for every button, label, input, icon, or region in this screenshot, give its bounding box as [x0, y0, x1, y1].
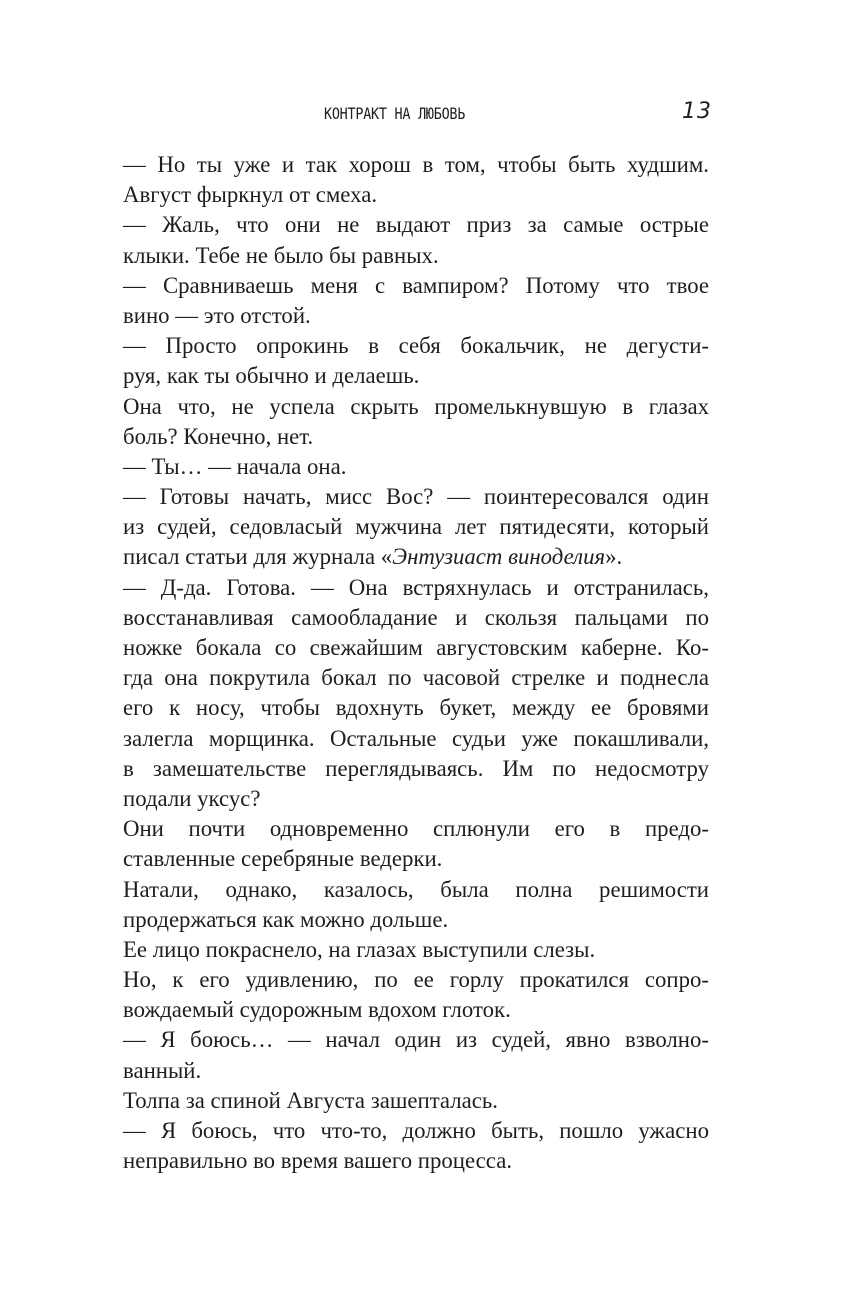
- text-line: Ее лицо покраснело, на глазах выступили слезы.: [123, 936, 596, 962]
- text-line: гда она покрутила бокал по часовой стрелке и поднесла: [123, 665, 709, 691]
- text-line: в замешательстве переглядываясь. Им по недосмотру: [123, 755, 709, 781]
- text-line: ставленные серебряные ведерки.: [123, 846, 443, 872]
- text-line: Они почти одновременно сплюнули его в предо-: [123, 816, 709, 842]
- text-line: вино — это отстой.: [123, 302, 311, 328]
- text-line: руя, как ты обычно и делаешь.: [123, 363, 420, 389]
- text-line: вождаемый судорожным вдохом глоток.: [123, 997, 511, 1023]
- text-line: Она что, не успела скрыть промелькнувшую в глазах: [123, 393, 709, 419]
- running-head: [0, 99, 844, 132]
- running-title: КОНТРАКТ НА ЛЮБОВЬ: [324, 104, 466, 123]
- text-line: из судей, седовласый мужчина лет пятидесяти, который: [123, 514, 709, 540]
- text-line: подали уксус?: [123, 785, 261, 811]
- text-line: ножке бокала со свежайшим августовским каберне. Ко-: [123, 635, 709, 660]
- text-line: залегла морщинка. Остальные судьи уже покашливали,: [123, 725, 709, 751]
- text-line: Натали, однако, казалось, была полна решимости: [123, 876, 709, 902]
- text-line: — Сравниваешь меня с вампиром? Потому что твое: [123, 272, 709, 298]
- text-fragment: ».: [605, 544, 623, 570]
- text-fragment: писал статьи для журнала «: [123, 544, 393, 570]
- magazine-title: Энтузиаст виноделия: [392, 544, 606, 570]
- text-line: восстанавливая самообладание и скользя пальцами по: [123, 604, 709, 630]
- text-line: боль? Конечно, нет.: [123, 423, 314, 449]
- text-line: Но, к его удивлению, по ее горлу прокатился сопро-: [123, 967, 709, 993]
- page-number: 13: [682, 99, 712, 124]
- text-line: — Просто опрокинь в себя бокальчик, не дегусти-: [123, 333, 709, 359]
- text-line: продержаться как можно дольше.: [123, 906, 449, 932]
- text-line: Толпа за спиной Августа зашепталась.: [123, 1087, 498, 1113]
- text-line: ванный.: [123, 1057, 202, 1083]
- text-line: Август фыркнул от смеха.: [123, 182, 378, 208]
- text-line: — Я боюсь, что что-то, должно быть, пошло ужасно: [123, 1118, 709, 1143]
- text-line: — Готовы начать, мисс Вос? — поинтересовался один: [123, 484, 709, 510]
- text-line: — Я боюсь… — начал один из судей, явно взволно-: [123, 1027, 709, 1053]
- body-text: [123, 150, 709, 1176]
- text-line: — Жаль, что они не выдают приз за самые острые: [123, 212, 709, 238]
- text-line: [123, 542, 709, 572]
- text-line: его к носу, чтобы вдохнуть букет, между ее бровями: [123, 695, 709, 721]
- text-line: клыки. Тебе не было бы равных.: [123, 242, 439, 268]
- text-line: неправильно во время вашего процесса.: [123, 1148, 513, 1174]
- text-line: — Ты… — начала она.: [123, 453, 347, 479]
- text-line: — Д-да. Готова. — Она встряхнулась и отстранилась,: [123, 574, 709, 600]
- text-line: — Но ты уже и так хорош в том, чтобы быть худшим.: [123, 152, 709, 177]
